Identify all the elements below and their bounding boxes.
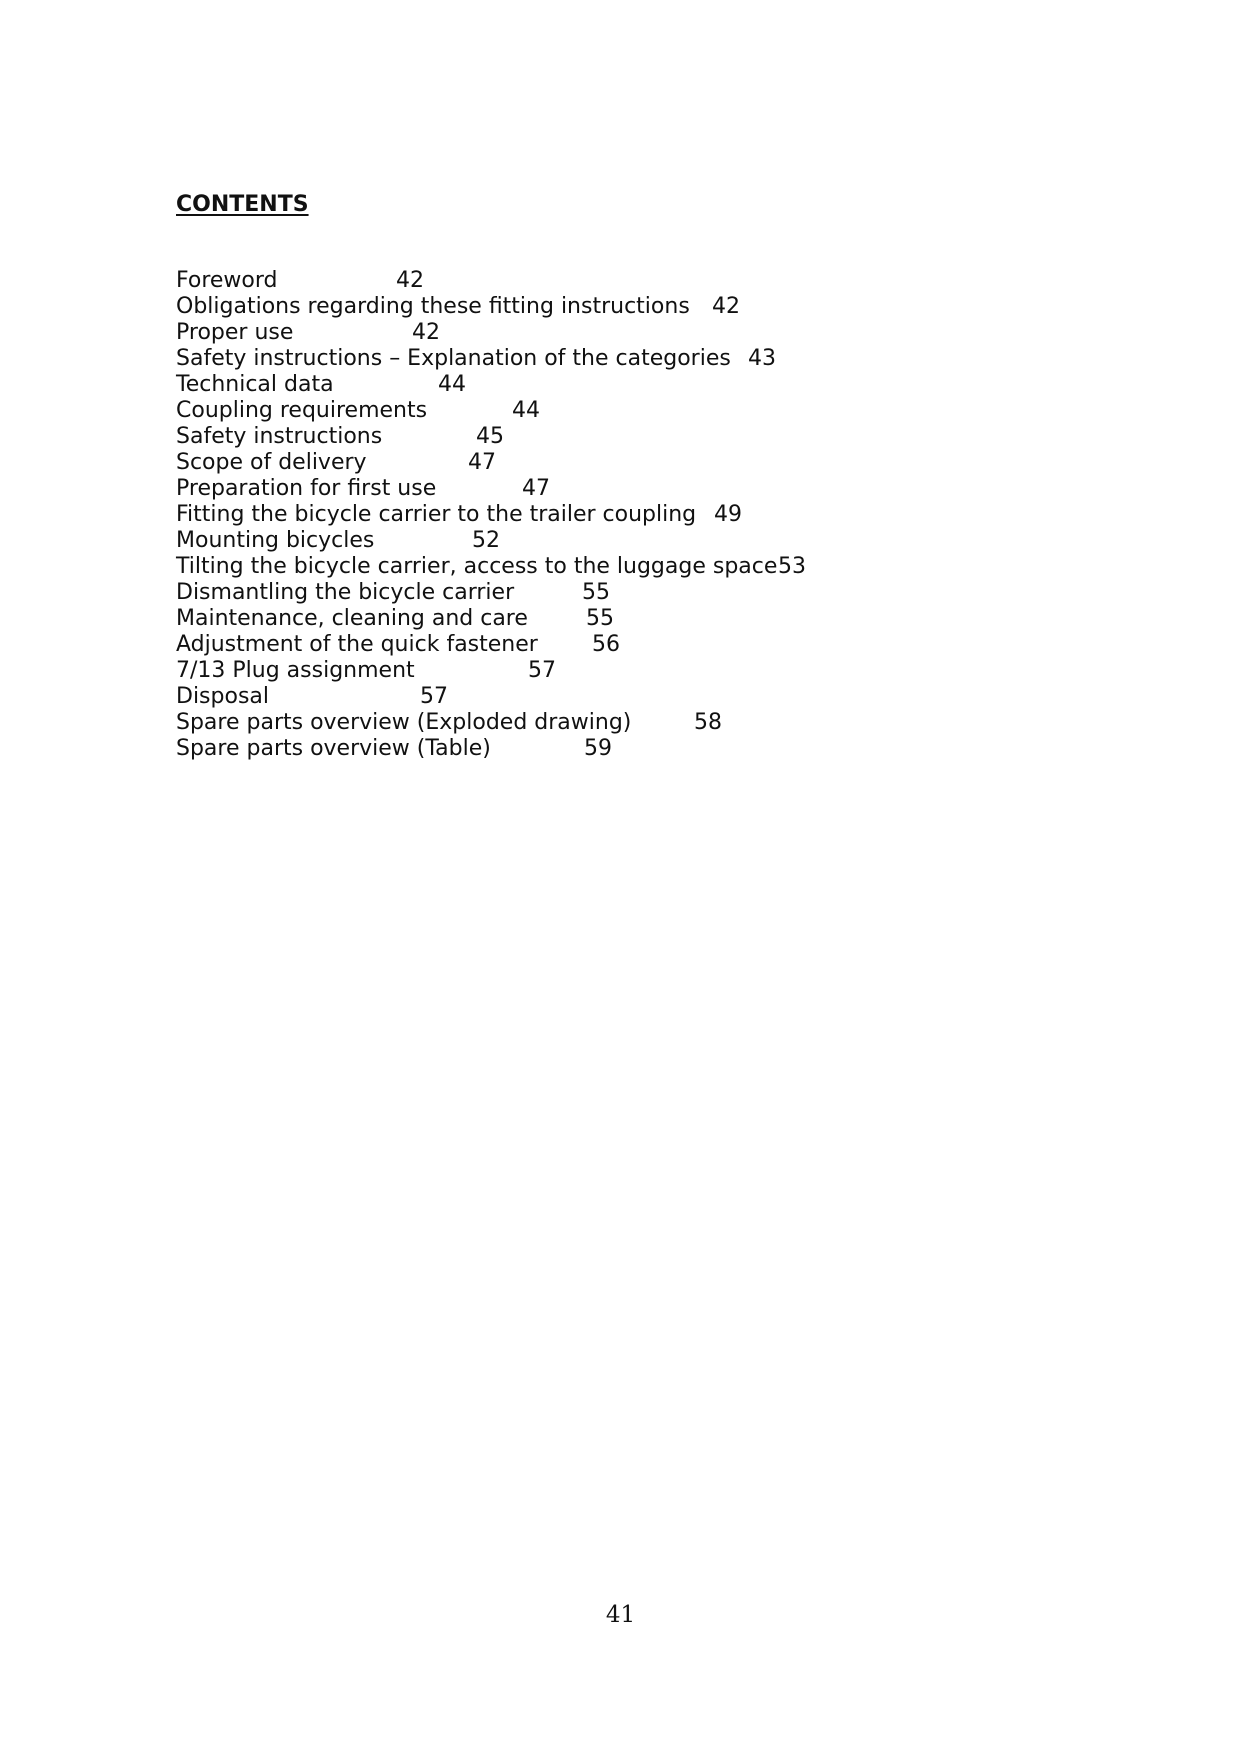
- toc-entry-title: Spare parts overview (Table): [176, 736, 491, 761]
- toc-entry-title: Adjustment of the quick fastener: [176, 632, 538, 657]
- toc-entry: [176, 554, 806, 580]
- toc-entry: [176, 346, 776, 372]
- toc-entry: [176, 502, 742, 528]
- toc-entry-page: 43: [748, 346, 776, 371]
- toc-entry-page: 58: [694, 710, 722, 735]
- toc-entry-page: 47: [468, 450, 496, 475]
- toc-entry: [176, 398, 540, 424]
- toc-entry-title: 7/13 Plug assignment: [176, 658, 415, 683]
- toc-entry: [176, 606, 614, 632]
- toc-entry-title: Fitting the bicycle carrier to the trailer coupling: [176, 502, 697, 527]
- toc-entry-title: Preparation for first use: [176, 476, 437, 501]
- toc-entry: [176, 424, 504, 450]
- toc-entry: [176, 320, 440, 346]
- contents-heading: CONTENTS: [176, 192, 309, 217]
- toc-entry-title: Maintenance, cleaning and care: [176, 606, 528, 631]
- toc-entry-page: 55: [586, 606, 614, 631]
- toc-entry-page: 49: [714, 502, 742, 527]
- toc-entry: [176, 294, 740, 320]
- page-number: 41: [605, 1602, 636, 1628]
- toc-entry-page: 52: [472, 528, 500, 553]
- toc-entry: [176, 632, 620, 658]
- toc-entry-page: 56: [592, 632, 620, 657]
- toc-entry-page: 47: [522, 476, 550, 501]
- toc-entry-title: Technical data: [176, 372, 334, 397]
- toc-entry: [176, 450, 496, 476]
- toc-entry-page: 44: [438, 372, 466, 397]
- toc-entry-title: Disposal: [176, 684, 269, 709]
- toc-entry-title: Spare parts overview (Exploded drawing): [176, 710, 632, 735]
- toc-entry-title: Coupling requirements: [176, 398, 428, 423]
- toc-entry-title: Scope of delivery: [176, 450, 367, 475]
- toc-entry: [176, 580, 610, 606]
- toc-entry: [176, 528, 500, 554]
- toc-entry-page: 53: [778, 554, 806, 579]
- toc-entry-page: 45: [476, 424, 504, 449]
- toc-entry-page: 59: [584, 736, 612, 761]
- toc-entry: [176, 268, 424, 294]
- toc-entry-page: 42: [396, 268, 424, 293]
- toc-entry: [176, 372, 466, 398]
- toc-entry: [176, 710, 722, 736]
- toc-entry-page: 44: [512, 398, 540, 423]
- toc-entry-title: Safety instructions – Explanation of the categories: [176, 346, 731, 371]
- toc-entry-page: 55: [582, 580, 610, 605]
- toc-entry-title: Tilting the bicycle carrier, access to the luggage space: [176, 554, 778, 579]
- toc-entry: [176, 658, 556, 684]
- toc-entry-title: Dismantling the bicycle carrier: [176, 580, 515, 605]
- toc-entry: [176, 476, 550, 502]
- toc-entry-title: Safety instructions: [176, 424, 383, 449]
- toc-entry-title: Mounting bicycles: [176, 528, 375, 553]
- toc-entry-title: Foreword: [176, 268, 278, 293]
- toc-entry-title: Obligations regarding these fitting instructions: [176, 294, 690, 319]
- toc-entry-page: 42: [412, 320, 440, 345]
- toc-entry-page: 57: [420, 684, 448, 709]
- toc-entry-page: 57: [528, 658, 556, 683]
- toc-entry-page: 42: [712, 294, 740, 319]
- toc-entry-title: Proper use: [176, 320, 294, 345]
- toc-entry: [176, 684, 448, 710]
- toc-entry: [176, 736, 612, 762]
